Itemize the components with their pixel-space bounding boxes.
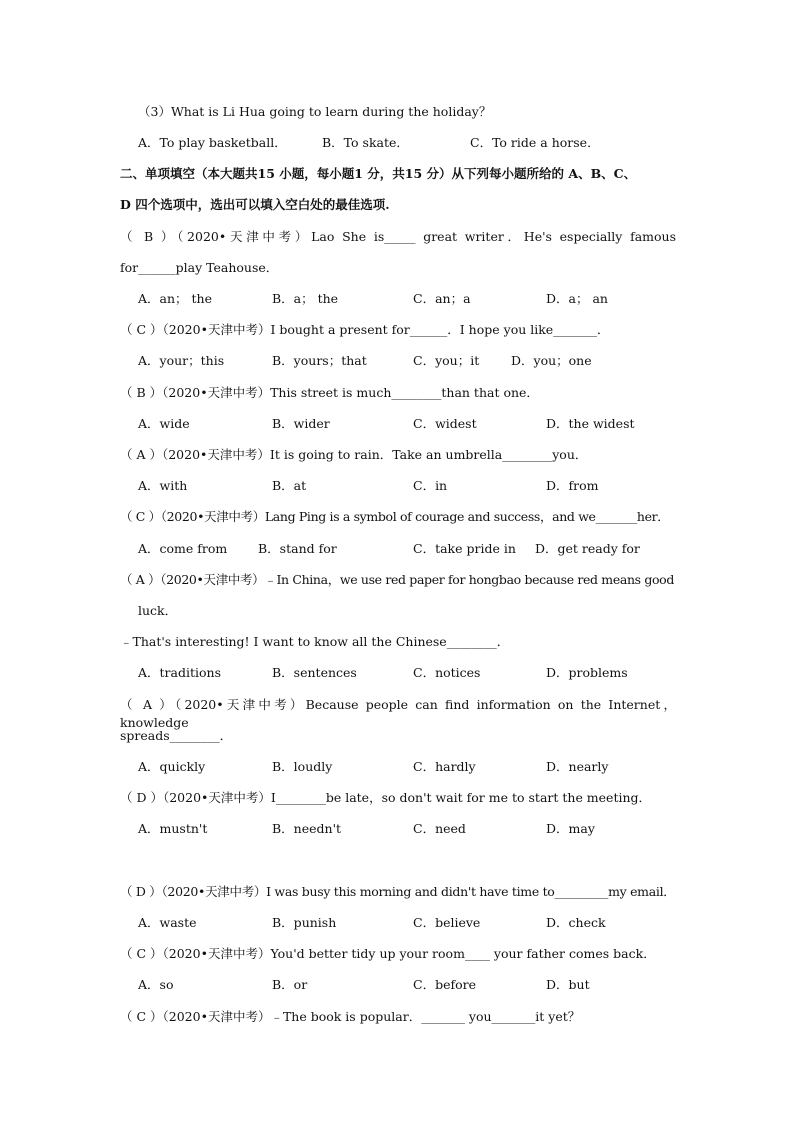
option-d: D．from <box>546 478 599 493</box>
option-b: B．loudly <box>272 759 333 774</box>
option-a: A．an； the <box>138 291 212 306</box>
option-c: C．believe <box>413 915 481 930</box>
option-d: D．check <box>546 915 606 930</box>
question-text: （ D ）（2020•天津中考）I________be late，so don't wait for me to start the meeting． <box>120 790 652 805</box>
question-text: （ C ）（2020•天津中考）I bought a present for______．I hope you like_______． <box>120 322 610 337</box>
option-b: B．To skate． <box>322 135 409 150</box>
option-a: A．wide <box>138 416 190 431</box>
question-text: （ C ）（2020•天津中考）You'd better tidy up your room____ your father comes back． <box>120 946 656 961</box>
option-d: D．but <box>546 977 590 992</box>
option-a: A．so <box>138 977 174 992</box>
option-a: A．with <box>138 478 188 493</box>
question-text: （ A ）（2020•天津中考）Because people can find information on the Internet，knowledge <box>120 697 676 730</box>
option-a: A．your；this <box>138 353 225 368</box>
option-d: D．get ready for <box>535 541 640 556</box>
question-text: （ D ）（2020•天津中考）I was busy this morning and didn't have time to_________my email． <box>120 884 676 899</box>
option-a: A．waste <box>138 915 197 930</box>
dialogue-line: ﹣That's interesting! I want to know all the Chinese________． <box>120 634 510 649</box>
question-text: （ A ）（2020•天津中考）﹣In China，we use red paper for hongbao because red means good <box>120 572 675 587</box>
option-b: B．yours；that <box>272 353 367 368</box>
option-b: B．wider <box>272 416 330 431</box>
option-d: D．nearly <box>546 759 609 774</box>
option-c: C．widest <box>413 416 477 431</box>
question-text-cont: spreads________． <box>120 728 233 743</box>
option-d: D．may <box>546 821 595 836</box>
option-c: C．in <box>413 478 448 493</box>
option-b: B．needn't <box>272 821 342 836</box>
option-c: C．an；a <box>413 291 471 306</box>
section-heading: 二、单项填空（本大题共15 小题，每小题1 分，共15 分）从下列每小题所给的 A、B、C、 <box>120 166 637 181</box>
option-b: B．punish <box>272 915 337 930</box>
question-text: （ B ）（2020•天津中考）This street is much________than that one． <box>120 385 539 400</box>
option-c: C．hardly <box>413 759 476 774</box>
question-text: （3）What is Li Hua going to learn during the holiday？ <box>138 104 492 119</box>
option-a: A．traditions <box>138 665 221 680</box>
option-b: B．or <box>272 977 308 992</box>
option-c: C．take pride in <box>413 541 516 556</box>
option-b: B．a； the <box>272 291 339 306</box>
option-d: D．you；one <box>511 353 592 368</box>
question-text-cont: luck． <box>138 603 178 618</box>
option-c: C．you；it <box>413 353 480 368</box>
option-a: A．To play basketball． <box>138 135 287 150</box>
option-b: B．sentences <box>272 665 357 680</box>
question-text: （ C ）（2020•天津中考）﹣The book is popular．_______ you_______it yet？ <box>120 1009 581 1024</box>
option-a: A．mustn't <box>138 821 208 836</box>
question-text: （ A ）（2020•天津中考）It is going to rain．Take an umbrella________you． <box>120 447 588 462</box>
option-b: B．at <box>272 478 307 493</box>
option-c: C．To ride a horse． <box>470 135 600 150</box>
option-b: B．stand for <box>258 541 337 556</box>
question-text: （ C ）（2020•天津中考）Lang Ping is a symbol of courage and success，and we_______her． <box>120 509 670 524</box>
option-c: C．notices <box>413 665 481 680</box>
option-a: A．come from <box>138 541 228 556</box>
option-d: D．problems <box>546 665 628 680</box>
option-c: C．before <box>413 977 476 992</box>
option-d: D．a； an <box>546 291 608 306</box>
section-heading-cont: D 四个选项中，选出可以填入空白处的最佳选项. <box>120 197 390 212</box>
option-d: D．the widest <box>546 416 635 431</box>
option-c: C．need <box>413 821 466 836</box>
option-a: A．quickly <box>138 759 206 774</box>
question-text: （ B ）（2020•天津中考）Lao She is_____ great writer．He's especially famous <box>120 229 676 244</box>
question-text-cont: for______play Teahouse． <box>120 260 279 275</box>
